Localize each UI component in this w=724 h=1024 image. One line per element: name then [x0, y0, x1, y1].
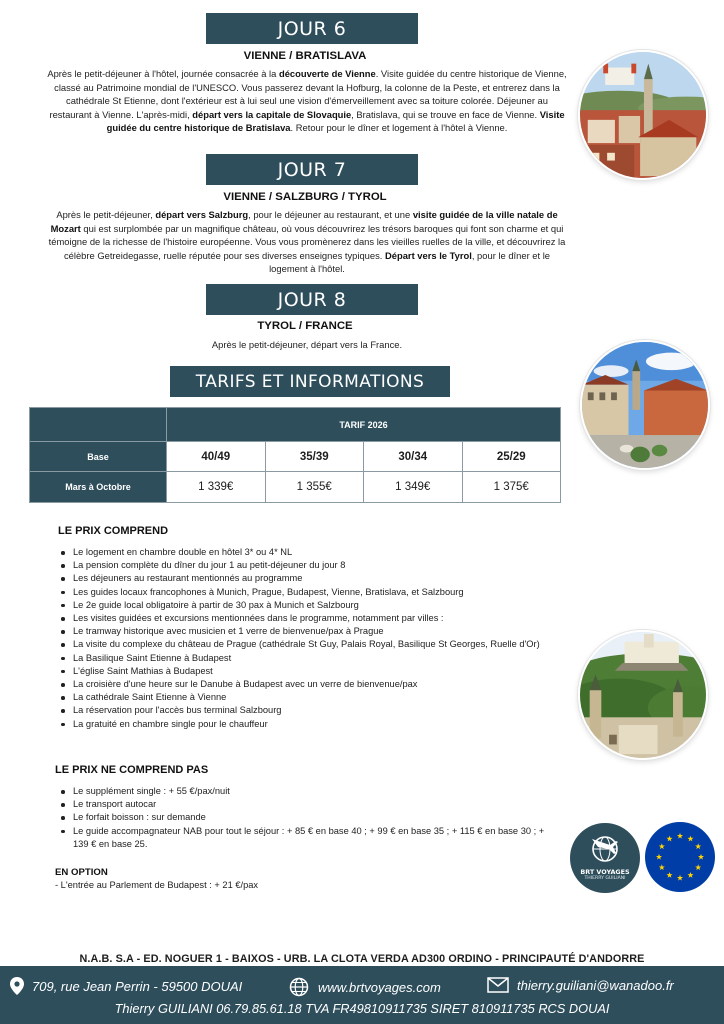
tarif-base-cell: 40/49: [167, 442, 266, 472]
day-7-description: [44, 208, 570, 276]
list-item: L'église Saint Mathias à Budapest: [58, 665, 568, 678]
text-segment: Après le petit-déjeuner, départ vers la France.: [211, 339, 403, 350]
tarif-price-row: [30, 472, 561, 503]
text-segment: qui est surplombée par un magnifique château, où vous découvrirez les trésors baroques qui font son charme et qui témoigne de la richesse de l'histoire européenne. Vous vous promènerez dans les vieilles ruelles de la ville, et découvrirez la célèbre Getreidegasse, ruelle réputée pour ses diverses enseignes typiques.: [48, 222, 566, 261]
list-item: Les guides locaux francophones à Munich, Prague, Budapest, Vienne, Bratislava, et Salzbourg: [58, 586, 568, 599]
day-8-description: [44, 338, 570, 352]
list-item: La croisière d'une heure sur le Danube à Budapest avec un verre de bienvenue/pax: [58, 678, 568, 691]
tarif-base-cell: 25/29: [462, 442, 561, 472]
text-segment: , pour le dîner et le logement à l'hôtel.: [269, 249, 551, 275]
text-segment: Après le petit-déjeuner,: [56, 209, 156, 220]
highlighted-text: Visite guidée du centre historique de Bratislava: [106, 108, 565, 134]
highlighted-text: départ vers la capitale de Slovaquie: [192, 108, 352, 120]
list-item: Les déjeuners au restaurant mentionnés au programme: [58, 572, 568, 585]
eu-star: [677, 875, 683, 881]
tarif-price-cell: 1 355€: [265, 472, 364, 503]
eu-flag-logo: [645, 822, 715, 892]
eu-star: [659, 843, 665, 849]
day-7-label: JOUR 7: [277, 158, 347, 181]
footer-company-info: Thierry GUILIANI 06.79.85.61.18 TVA FR49810911735 SIRET 810911735 RCS DOUAI: [114, 1001, 610, 1016]
list-item: Le forfait boisson : sur demande: [58, 811, 548, 824]
list-item: La réservation pour l'accès bus terminal Salzbourg: [58, 704, 568, 717]
eu-star: [695, 864, 701, 870]
envelope-icon: [487, 977, 509, 993]
eu-star: [698, 854, 704, 860]
legal-address: N.A.B. S.A - ED. NOGUER 1 - BAIXOS - URB. LA CLOTA VERDA AD300 ORDINO - PRINCIPAUTÉ D'ANDORRE: [79, 953, 645, 965]
day-8-label: JOUR 8: [277, 288, 347, 311]
tarif-base-cell: 35/39: [265, 442, 364, 472]
list-item: Le 2e guide local obligatoire à partir de 30 pax à Munich et Salzbourg: [58, 599, 568, 612]
airplane-globe-icon: [570, 823, 640, 893]
list-item: La gratuité en chambre single pour le chauffeur: [58, 718, 568, 731]
brt-voyages-logo: [570, 823, 640, 893]
brt-logo-subtext: THIERRY GUILIANI: [584, 876, 626, 881]
text-segment: Après le petit-déjeuner à l'hôtel, journée consacrée à la: [47, 68, 279, 79]
highlighted-text: départ vers Salzburg: [155, 209, 249, 220]
highlighted-text: visite guidée de la ville natale de Mozart: [50, 209, 558, 234]
day-6-label: JOUR 6: [277, 17, 347, 40]
footer-address: [10, 977, 242, 995]
tarif-price-cell: 1 349€: [364, 472, 463, 503]
list-item: La visite du complexe du château de Prague (cathédrale St Guy, Palais Royal, Basilique St Georges, Ruelle d'Or): [58, 638, 568, 651]
tarif-header-row: [30, 408, 561, 442]
tarif-corner-cell: [30, 408, 167, 442]
eu-stars-icon: [645, 822, 715, 892]
eu-star: [656, 854, 662, 860]
list-item: La Basilique Saint Etienne à Budapest: [58, 652, 568, 665]
location-pin-icon: [10, 977, 24, 995]
eu-star: [687, 872, 693, 878]
list-item: Le tramway historique avec musicien et 1 verre de bienvenue/pax à Prague: [58, 625, 568, 638]
day-8-banner: [206, 284, 418, 315]
footer-email-text[interactable]: thierry.guiliani@wanadoo.fr: [517, 977, 674, 993]
list-item: Les visites guidées et excursions mentionnées dans le programme, notamment par villes :: [58, 612, 568, 625]
comprend-title: LE PRIX COMPREND: [58, 525, 169, 537]
comprend-list: [58, 546, 568, 731]
day-8-route: TYROL / FRANCE: [257, 320, 353, 332]
brt-logo-text: BRT VOYAGES: [580, 868, 630, 876]
footer-website-text[interactable]: www.brtvoyages.com: [318, 979, 441, 995]
option-text: - L'entrée au Parlement de Budapest : + 21 €/pax: [55, 880, 259, 890]
eu-star: [677, 833, 683, 839]
list-item: La cathédrale Saint Etienne à Vienne: [58, 691, 568, 704]
tarifs-title: TARIFS ET INFORMATIONS: [195, 371, 425, 392]
footer-website[interactable]: [289, 977, 441, 997]
list-item: Le supplément single : + 55 €/pax/nuit: [58, 785, 548, 798]
option-title: EN OPTION: [55, 867, 108, 878]
tarif-table: [29, 407, 561, 503]
globe-icon: [289, 977, 309, 997]
ne-comprend-pas-title: LE PRIX NE COMPREND PAS: [55, 764, 209, 776]
ne-comprend-pas-list: [58, 785, 548, 851]
tarif-base-cell: 30/34: [364, 442, 463, 472]
day-7-route: VIENNE / SALZBURG / TYROL: [223, 191, 387, 203]
day-6-route: VIENNE / BRATISLAVA: [243, 50, 367, 62]
footer-email[interactable]: [487, 977, 674, 993]
eu-star: [695, 843, 701, 849]
salzburg-square-photo: [580, 340, 710, 470]
day-6-description: [44, 67, 570, 135]
tarif-period-label: Mars à Octobre: [30, 472, 167, 503]
text-segment: , pour le déjeuner au restaurant, et une: [248, 209, 413, 220]
list-item: Le guide accompagnateur NAB pour tout le séjour : + 85 € en base 40 ; + 99 € en base 35 ; + 115 € en base 30 ; + 139 € en base 25.: [58, 825, 548, 851]
list-item: La pension complète du dîner du jour 1 au petit-déjeuner du jour 8: [58, 559, 568, 572]
highlighted-text: Départ vers le Tyrol: [385, 249, 472, 261]
list-item: Le logement en chambre double en hôtel 3* ou 4* NL: [58, 546, 568, 559]
day-7-banner: [206, 154, 418, 185]
highlighted-text: découverte de Vienne: [278, 68, 376, 79]
footer-bar: [0, 966, 724, 1024]
text-segment: , Bratislava, qui se trouve en face de Vienne.: [351, 108, 540, 120]
tarif-price-cell: 1 339€: [167, 472, 266, 503]
eu-star: [687, 836, 693, 842]
tarif-base-row: [30, 442, 561, 472]
tarif-base-label: Base: [30, 442, 167, 472]
footer-address-text: 709, rue Jean Perrin - 59500 DOUAI: [32, 978, 243, 994]
bratislava-photo: [578, 50, 708, 180]
day-6-banner: [206, 13, 418, 44]
tarif-year-header: TARIF 2026: [167, 408, 561, 442]
text-segment: . Retour pour le dîner et logement à l'hôtel à Vienne.: [290, 122, 508, 134]
text-segment: . Visite guidée du centre historique de Vienne, classé au Patrimoine mondial de l'UNESCO. Vous passerez devant la Hofburg, la colonne de la Peste, et entrerez dans la cathédrale St Etienne, dont l'extérieur est à lui seul une vision d'émerveillement avec sa toiture colorée. Déjeuner au restaurant à Vienne. L'après-midi,: [49, 68, 567, 120]
eu-star: [659, 864, 665, 870]
salzburg-fortress-photo: [578, 630, 708, 760]
eu-star: [666, 836, 672, 842]
list-item: Le transport autocar: [58, 798, 548, 811]
tarifs-banner: [170, 366, 450, 397]
eu-star: [666, 872, 672, 878]
tarif-price-cell: 1 375€: [462, 472, 561, 503]
